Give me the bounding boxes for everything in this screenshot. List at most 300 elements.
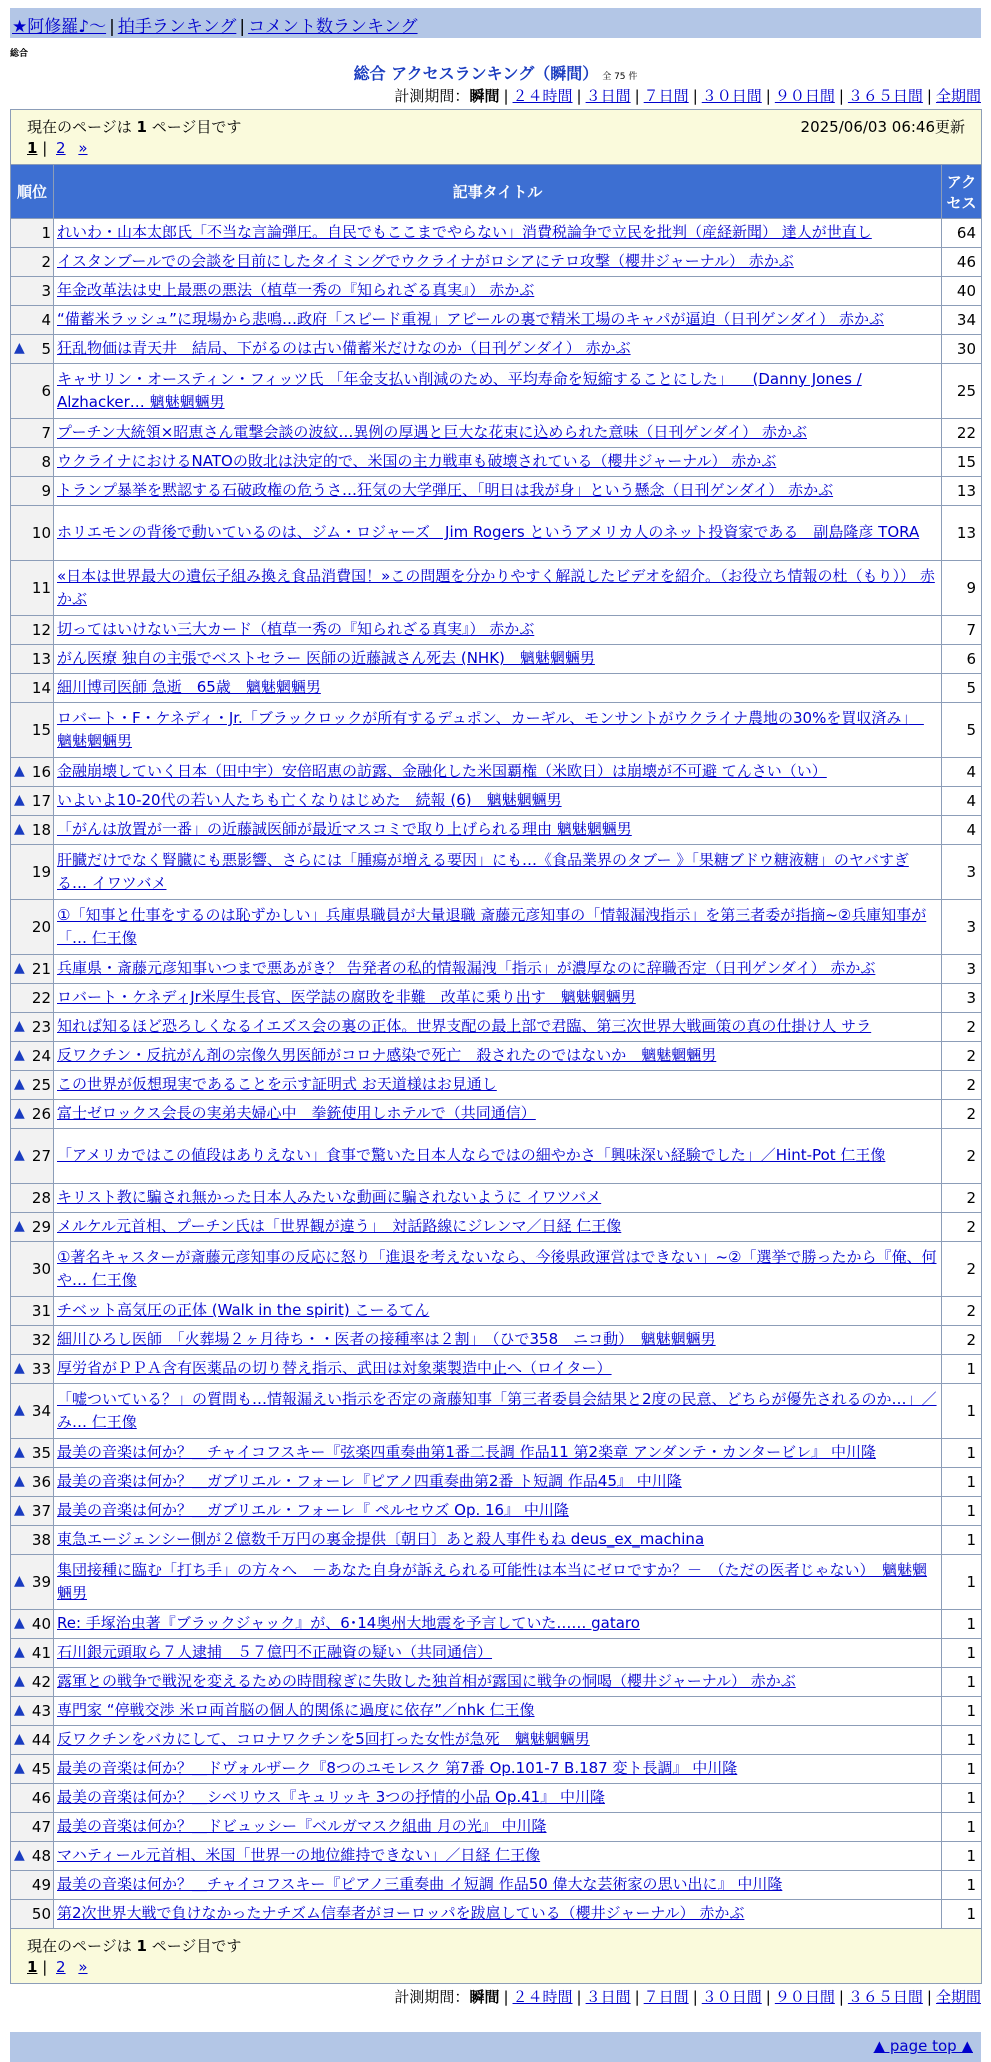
- table-row: [11, 335, 982, 364]
- rank-number: 21: [31, 960, 51, 978]
- rank-number: 1: [41, 224, 51, 242]
- period-option-link[interactable]: ３０日間: [701, 87, 762, 105]
- article-title-link[interactable]: この世界が仮想現実であることを示す証明式 お天道様はお見通し: [57, 1075, 497, 1094]
- table-row: [11, 1813, 982, 1842]
- period-option-link[interactable]: ３日間: [585, 1988, 631, 2006]
- title-cell: [54, 900, 942, 955]
- period-separator: |: [692, 1988, 698, 2006]
- period-option-link[interactable]: 全期間: [935, 1988, 981, 2006]
- title-cell: [54, 787, 942, 816]
- title-cell: [54, 955, 942, 984]
- rank-cell: [11, 1610, 54, 1639]
- period-option-link[interactable]: ３６５日間: [847, 87, 923, 105]
- period-option-link[interactable]: ３０日間: [701, 1988, 762, 2006]
- title-cell: [54, 561, 942, 616]
- rank-number: 37: [31, 1502, 51, 1520]
- title-cell: [54, 1439, 942, 1468]
- title-cell: [54, 758, 942, 787]
- page-status: 現在のページは 1 ページ目です: [27, 1936, 242, 1955]
- table-row: [11, 645, 982, 674]
- article-title-link[interactable]: 年金改革法は史上最悪の悪法（植草一秀の『知られざる真実』） 赤かぶ: [57, 281, 535, 300]
- article-title-link[interactable]: 切ってはいけない三大カード（植草一秀の『知られざる真実』） 赤かぶ: [57, 620, 535, 639]
- nav-separator: |: [239, 17, 246, 37]
- title-cell: [54, 1755, 942, 1784]
- rank-up-arrow-icon: ▲: [14, 1360, 25, 1376]
- table-row: [11, 1100, 982, 1129]
- table-row: [11, 1297, 982, 1326]
- access-count: 2: [942, 1013, 982, 1042]
- article-title-link[interactable]: 「アメリカではこの値段はありえない」食事で驚いた日本人ならではの細やかさ「興味深い経験でした」／Hint-Pot 仁王像: [57, 1146, 886, 1165]
- table-row: [11, 1497, 982, 1526]
- comment-ranking-link[interactable]: コメント数ランキング: [248, 17, 418, 37]
- title-cell: [54, 1468, 942, 1497]
- article-title-link[interactable]: “備蓄米ラッシュ”に現場から悲鳴…政府「スピード重視」アピールの裏で精米工場のキャパが逼迫（日刊ゲンダイ） 赤かぶ: [57, 310, 885, 329]
- table-row: [11, 703, 982, 758]
- table-row: [11, 1697, 982, 1726]
- rank-number: 47: [31, 1818, 51, 1836]
- clap-ranking-link[interactable]: 拍手ランキング: [117, 17, 237, 37]
- table-row: [11, 674, 982, 703]
- access-count: 13: [942, 506, 982, 561]
- access-count: 22: [942, 419, 982, 448]
- access-count: 2: [942, 1042, 982, 1071]
- article-title-link[interactable]: 最美の音楽は何か？＿ガブリエル・フォーレ『 ペルセウズ Op. 16』 中川隆: [57, 1501, 569, 1520]
- category-tag: 総合: [10, 49, 29, 59]
- article-title-link[interactable]: ウクライナにおけるNATOの敗北は決定的で、米国の主力戦車も破壊されている（櫻井ジャーナル） 赤かぶ: [57, 452, 777, 471]
- period-separator: |: [838, 1988, 844, 2006]
- rank-number: 14: [31, 679, 51, 697]
- page-2-link[interactable]: 2: [56, 139, 66, 157]
- period-option-link[interactable]: ３日間: [585, 87, 631, 105]
- rank-number: 9: [41, 482, 51, 500]
- title-cell: [54, 645, 942, 674]
- table-row: [11, 1555, 982, 1610]
- article-title-link[interactable]: 専門家 “停戦交渉 米ロ両首脳の個人的関係に過度に依存”／nhk 仁王像: [57, 1701, 535, 1720]
- access-count: 1: [942, 1555, 982, 1610]
- title-cell: [54, 1813, 942, 1842]
- article-title-link[interactable]: 露軍との戦争で戦況を変えるための時間稼ぎに失敗した独首相が露国に戦争の恫喝（櫻井ジャーナル） 赤かぶ: [57, 1672, 796, 1691]
- rank-cell: [11, 561, 54, 616]
- article-title-link[interactable]: 反ワクチン・反抗がん剤の宗像久男医師がコロナ感染で死亡 殺されたのではないか 魑魅魍魎男: [57, 1046, 717, 1065]
- rank-up-arrow-icon: ▲: [14, 1760, 25, 1776]
- rank-cell: [11, 1184, 54, 1213]
- rank-number: 50: [31, 1905, 51, 1923]
- rank-cell: [11, 1639, 54, 1668]
- article-title-link[interactable]: 最美の音楽は何か？＿チャイコフスキー『弦楽四重奏曲第1番二長調 作品11 第2楽章 アンダンテ・カンタービレ』 中川隆: [57, 1443, 876, 1462]
- rank-up-arrow-icon: ▲: [14, 1105, 25, 1121]
- period-label: 計測期間：: [394, 1988, 470, 2006]
- page-2-link[interactable]: 2: [56, 1958, 66, 1976]
- rank-number: 35: [31, 1444, 51, 1462]
- access-count: 5: [942, 674, 982, 703]
- table-row: [11, 1610, 982, 1639]
- period-separator: |: [838, 87, 844, 105]
- title-cell: [54, 506, 942, 561]
- article-title-link[interactable]: ホリエモンの背後で動いているのは、ジム・ロジャーズ Jim Rogers というアメリカ人のネット投資家である 副島隆彦 TORA: [57, 523, 920, 542]
- article-title-link[interactable]: 「嘘ついている？」の質問も…情報漏えい指示を否定の斎藤知事「第三者委員会結果と2度の民意、どちらが優先されるのか…」／み… 仁王像: [57, 1389, 937, 1431]
- title-cell: [54, 1784, 942, 1813]
- rank-cell: [11, 1526, 54, 1555]
- rank-up-arrow-icon: ▲: [14, 1076, 25, 1092]
- access-count: 30: [942, 335, 982, 364]
- rank-number: 31: [31, 1302, 51, 1320]
- rank-number: 3: [41, 282, 51, 300]
- title-cell: [54, 1384, 942, 1439]
- article-title-link[interactable]: がん医療 独自の主張でベストセラー 医師の近藤誠さん死去 (NHK) 魑魅魍魎男: [57, 649, 595, 668]
- table-row: [11, 787, 982, 816]
- table-row: [11, 1668, 982, 1697]
- rank-number: 33: [31, 1360, 51, 1378]
- article-title-link[interactable]: マハティール元首相、米国「世界一の地位維持できない」／日経 仁王像: [57, 1846, 541, 1865]
- period-option-link[interactable]: ３６５日間: [847, 1988, 923, 2006]
- title-cell: [54, 1297, 942, 1326]
- access-count: 2: [942, 1100, 982, 1129]
- rank-cell: [11, 1555, 54, 1610]
- title-cell: [54, 1100, 942, 1129]
- table-row: [11, 1071, 982, 1100]
- title-cell: [54, 1497, 942, 1526]
- rank-cell: [11, 1071, 54, 1100]
- rank-number: 6: [41, 382, 51, 400]
- rank-cell: [11, 364, 54, 419]
- rank-number: 46: [31, 1789, 51, 1807]
- title-cell: [54, 1326, 942, 1355]
- title-cell: [54, 248, 942, 277]
- period-option-link[interactable]: ２４時間: [512, 87, 573, 105]
- rank-number: 17: [31, 792, 51, 810]
- access-count: 1: [942, 1871, 982, 1900]
- rank-up-arrow-icon: ▲: [14, 1847, 25, 1863]
- rank-up-arrow-icon: ▲: [14, 1573, 25, 1589]
- access-count: 1: [942, 1755, 982, 1784]
- access-count: 2: [942, 1184, 982, 1213]
- total-count: 全 75 件: [602, 72, 638, 82]
- title-cell: [54, 1526, 942, 1555]
- rank-cell: [11, 845, 54, 900]
- page-current: 1: [27, 139, 38, 157]
- title-cell: [54, 477, 942, 506]
- rank-number: 39: [31, 1573, 51, 1591]
- article-title-link[interactable]: キャサリン・オースティン・フィッツ氏 「年金支払い削減のため、平均寿命を短縮することにした」 (Danny Jones / Alzhacker… 魑魅魍魎男: [57, 369, 862, 411]
- rank-cell: [11, 1213, 54, 1242]
- article-title-link[interactable]: チベット高気圧の正体 (Walk in the spirit) こーるてん: [57, 1301, 430, 1320]
- article-title-link[interactable]: 最美の音楽は何か？＿ドビュッシー『ベルガマスク組曲 月の光』 中川隆: [57, 1817, 547, 1836]
- article-title-link[interactable]: イスタンブールでの会談を目前にしたタイミングでウクライナがロシアにテロ攻撃（櫻井ジャーナル） 赤かぶ: [57, 252, 794, 271]
- access-count: 3: [942, 984, 982, 1013]
- period-separator: |: [926, 1988, 932, 2006]
- access-count: 4: [942, 787, 982, 816]
- table-row: [11, 448, 982, 477]
- next-page-link[interactable]: »: [78, 139, 88, 157]
- title-cell: [54, 674, 942, 703]
- rank-number: 49: [31, 1876, 51, 1894]
- period-separator: |: [503, 87, 509, 105]
- rank-number: 2: [41, 253, 51, 271]
- table-row: [11, 1468, 982, 1497]
- rank-number: 27: [31, 1147, 51, 1165]
- article-title-link[interactable]: れいわ・山本太郎氏「不当な言論弾圧。自民でもここまでやらない」消費税論争で立民を批判（産経新聞） 達人が世直し: [57, 223, 872, 242]
- rank-number: 11: [31, 579, 51, 597]
- access-count: 1: [942, 1355, 982, 1384]
- rank-up-arrow-icon: ▲: [14, 1702, 25, 1718]
- article-title-link[interactable]: 細川博司医師 急逝 65歳 魑魅魍魎男: [57, 678, 321, 697]
- next-page-link[interactable]: »: [78, 1958, 88, 1976]
- access-count: 2: [942, 1326, 982, 1355]
- article-title-link[interactable]: 兵庫県・斎藤元彦知事いつまで悪あがき？ 告発者の私的情報漏洩「指示」が濃厚なのに辞職否定（日刊ゲンダイ） 赤かぶ: [57, 959, 876, 978]
- period-option-link[interactable]: ９０日間: [774, 1988, 835, 2006]
- table-row: [11, 1013, 982, 1042]
- access-count: 2: [942, 1129, 982, 1184]
- rank-cell: [11, 1697, 54, 1726]
- title-cell: [54, 616, 942, 645]
- title-cell: [54, 1129, 942, 1184]
- table-row: [11, 1755, 982, 1784]
- rank-number: 42: [31, 1673, 51, 1691]
- access-count: 3: [942, 955, 982, 984]
- rank-up-arrow-icon: ▲: [14, 1047, 25, 1063]
- title-cell: [54, 1213, 942, 1242]
- rank-number: 32: [31, 1331, 51, 1349]
- title-cell: [54, 1555, 942, 1610]
- period-option-link[interactable]: ７日間: [643, 1988, 689, 2006]
- access-count: 9: [942, 561, 982, 616]
- period-separator: |: [634, 1988, 640, 2006]
- title-cell: [54, 1639, 942, 1668]
- rank-cell: [11, 787, 54, 816]
- rank-cell: [11, 1100, 54, 1129]
- table-row: [11, 758, 982, 787]
- title-cell: [54, 419, 942, 448]
- rank-number: 45: [31, 1760, 51, 1778]
- access-count: 1: [942, 1668, 982, 1697]
- period-option-link[interactable]: ７日間: [643, 87, 689, 105]
- period-current: 瞬間: [469, 1988, 500, 2006]
- article-title-link[interactable]: 肝臓だけでなく腎臓にも悪影響、さらには「腫瘍が増える要因」にも…《食品業界のタブー 》「果糖ブドウ糖液糖」のヤバすぎる… イワツバメ: [57, 850, 909, 892]
- table-row: [11, 1784, 982, 1813]
- title-cell: [54, 1871, 942, 1900]
- home-link[interactable]: ★阿修羅♪～: [12, 17, 107, 37]
- article-title-link[interactable]: トランプ暴挙を黙認する石破政権の危うさ…狂気の大学弾圧、「明日は我が身」という懸念（日刊ゲンダイ） 赤かぶ: [57, 481, 834, 500]
- article-title-link[interactable]: 狂乱物価は青天井 結局、下がるのは古い備蓄米だけなのか（日刊ゲンダイ） 赤かぶ: [57, 339, 631, 358]
- title-cell: [54, 306, 942, 335]
- rank-up-arrow-icon: ▲: [14, 1147, 25, 1163]
- rank-cell: [11, 1497, 54, 1526]
- access-count: 34: [942, 306, 982, 335]
- table-row: [11, 1871, 982, 1900]
- title-cell: [54, 364, 942, 419]
- rank-up-arrow-icon: ▲: [14, 340, 25, 356]
- rank-up-arrow-icon: ▲: [14, 1018, 25, 1034]
- article-title-link[interactable]: いよいよ10-20代の若い人たちも亡くなりはじめた 続報 (6) 魑魅魍魎男: [57, 791, 562, 810]
- access-count: 4: [942, 758, 982, 787]
- rank-number: 5: [41, 340, 51, 358]
- access-count: 1: [942, 1526, 982, 1555]
- access-count: 4: [942, 816, 982, 845]
- rank-number: 13: [31, 650, 51, 668]
- title-cell: [54, 277, 942, 306]
- period-option-link[interactable]: ９０日間: [774, 87, 835, 105]
- article-title-link[interactable]: 最美の音楽は何か？＿ドヴォルザーク『8つのユモレスク 第7番 Op.101-7 B.187 変ト長調』 中川隆: [57, 1759, 738, 1778]
- rank-cell: [11, 1439, 54, 1468]
- article-title-link[interactable]: 細川ひろし医師 「火葬場２ヶ月待ち・・医者の接種率は２割」 （ひで358 ニコ動） 魑魅魍魎男: [57, 1330, 716, 1349]
- article-title-link[interactable]: 石川銀元頭取ら７人逮捕 ５７億円不正融資の疑い（共同通信）: [57, 1643, 493, 1662]
- rank-number: 29: [31, 1218, 51, 1236]
- rank-up-arrow-icon: ▲: [14, 1731, 25, 1747]
- rank-cell: [11, 1755, 54, 1784]
- title-cell: [54, 1668, 942, 1697]
- article-title-link[interactable]: ①「知事と仕事をするのは恥ずかしい」兵庫県職員が大量退職 斎藤元彦知事の「情報漏洩指示」を第三者委が指摘~②兵庫知事が「… 仁王像: [57, 905, 927, 947]
- article-title-link[interactable]: 金融崩壊していく日本（田中宇）安倍昭恵の訪露、金融化した米国覇権（米欧日）は崩壊が不可避 てんさい（い）: [57, 762, 827, 781]
- rank-number: 16: [31, 763, 51, 781]
- rank-up-arrow-icon: ▲: [14, 1673, 25, 1689]
- rank-cell: [11, 477, 54, 506]
- access-count: 1: [942, 1842, 982, 1871]
- article-title-link[interactable]: Re: 手塚治虫著『ブラックジャック』が、6･14奥州大地震を予言していた…… gataro: [57, 1614, 640, 1633]
- article-title-link[interactable]: メルケル元首相、プーチン氏は「世界観が違う」 対話路線にジレンマ／日経 仁王像: [57, 1217, 622, 1236]
- rank-number: 26: [31, 1105, 51, 1123]
- header-rank: 順位: [11, 165, 54, 219]
- rank-number: 43: [31, 1702, 51, 1720]
- title-cell: [54, 1184, 942, 1213]
- rank-number: 23: [31, 1018, 51, 1036]
- rank-number: 7: [41, 424, 51, 442]
- page-status: 現在のページは 1 ページ目です: [27, 117, 242, 136]
- title-cell: [54, 335, 942, 364]
- table-row: [11, 1842, 982, 1871]
- table-row: [11, 248, 982, 277]
- rank-cell: [11, 1326, 54, 1355]
- table-row: [11, 364, 982, 419]
- nav-separator: |: [109, 17, 115, 37]
- table-row: [11, 984, 982, 1013]
- title-cell: [54, 1842, 942, 1871]
- rank-cell: [11, 1813, 54, 1842]
- rank-cell: [11, 506, 54, 561]
- rank-cell: [11, 1784, 54, 1813]
- header-access: アクセス: [942, 165, 982, 219]
- access-count: 3: [942, 900, 982, 955]
- rank-up-arrow-icon: ▲: [14, 1615, 25, 1631]
- footer-bar: [10, 2032, 981, 2062]
- article-title-link[interactable]: 「がんは放置が一番」の近藤誠医師が最近マスコミで取り上げられる理由 魑魅魍魎男: [57, 820, 632, 839]
- table-row: [11, 1726, 982, 1755]
- rank-cell: [11, 1242, 54, 1297]
- rank-up-arrow-icon: ▲: [14, 1444, 25, 1460]
- article-title-link[interactable]: キリスト教に騙され無かった日本人みたいな動画に騙されないように イワツバメ: [57, 1188, 602, 1207]
- article-title-link[interactable]: 厚労省がＰＰＡ含有医薬品の切り替え指示、武田は対象薬製造中止へ（ロイター）: [57, 1359, 612, 1378]
- period-option-link[interactable]: 全期間: [935, 87, 981, 105]
- top-nav-bar: [10, 8, 981, 38]
- rank-up-arrow-icon: ▲: [14, 1218, 25, 1234]
- title-cell: [54, 816, 942, 845]
- rank-number: 15: [31, 721, 51, 739]
- table-row: [11, 1129, 982, 1184]
- rank-up-arrow-icon: ▲: [14, 763, 25, 779]
- article-title-link[interactable]: ロバート・F・ケネディ・Jr.「ブラックロックが所有するデュポン、カーギル、モンサントがウクライナ農地の30%を買収済み」 魑魅魍魎男: [57, 708, 924, 750]
- period-separator: |: [503, 1988, 509, 2006]
- rank-number: 40: [31, 1615, 51, 1633]
- rank-up-arrow-icon: ▲: [14, 792, 25, 808]
- access-count: 1: [942, 1439, 982, 1468]
- article-title-link[interactable]: ①著名キャスターが斎藤元彦知事の反応に怒り「進退を考えないなら、今後県政運営はできない」~②「選挙で勝ったから『俺、何や… 仁王像: [57, 1247, 937, 1289]
- rank-number: 20: [31, 918, 51, 936]
- rank-number: 25: [31, 1076, 51, 1094]
- rank-cell: [11, 955, 54, 984]
- article-title-link[interactable]: 最美の音楽は何か？＿シベリウス『キュリッキ 3つの抒情的小品 Op.41』 中川隆: [57, 1788, 605, 1807]
- table-row: [11, 1900, 982, 1929]
- access-count: 40: [942, 277, 982, 306]
- rank-number: 4: [41, 311, 51, 329]
- rank-cell: [11, 277, 54, 306]
- page-title-text: 総合 アクセスランキング（瞬間）: [353, 64, 599, 83]
- article-title-link[interactable]: 知れば知るほど恐ろしくなるイエズス会の裏の正体。世界支配の最上部で君臨、第三次世界大戦画策の真の仕掛け人 サラ: [57, 1017, 872, 1036]
- rank-cell: [11, 758, 54, 787]
- rank-number: 48: [31, 1847, 51, 1865]
- title-cell: [54, 219, 942, 248]
- title-cell: [54, 1042, 942, 1071]
- access-count: 3: [942, 845, 982, 900]
- article-title-link[interactable]: ロバート・ケネディJr米厚生長官、医学誌の腐敗を非難 改革に乗り出す 魑魅魍魎男: [57, 988, 636, 1007]
- article-title-link[interactable]: 反ワクチンをバカにして、コロナワクチンを5回打った女性が急死 魑魅魍魎男: [57, 1730, 590, 1749]
- rank-cell: [11, 703, 54, 758]
- access-count: 1: [942, 1726, 982, 1755]
- access-count: 2: [942, 1297, 982, 1326]
- rank-number: 12: [31, 621, 51, 639]
- article-title-link[interactable]: 第2次世界大戦で負けなかったナチズム信奉者がヨーロッパを跋扈している（櫻井ジャーナル） 赤かぶ: [57, 1904, 745, 1923]
- rank-up-arrow-icon: ▲: [14, 1402, 25, 1418]
- table-row: [11, 1042, 982, 1071]
- page-top-link[interactable]: ▲ page top ▲: [873, 2037, 973, 2055]
- table-row: [11, 306, 982, 335]
- rank-cell: [11, 1668, 54, 1697]
- access-count: 25: [942, 364, 982, 419]
- title-cell: [54, 845, 942, 900]
- table-row: [11, 1439, 982, 1468]
- table-row: [11, 1526, 982, 1555]
- pager-bottom: 現在のページは 1 ページ目です 1 | 2 »: [11, 1929, 982, 1984]
- table-row: [11, 955, 982, 984]
- access-count: 1: [942, 1610, 982, 1639]
- article-title-link[interactable]: 最美の音楽は何か？＿チャイコフスキー『ピアノ三重奏曲 イ短調 作品50 偉大な芸術家の思い出に』 中川隆: [57, 1875, 783, 1894]
- access-count: 1: [942, 1900, 982, 1929]
- title-cell: [54, 1900, 942, 1929]
- access-count: 1: [942, 1697, 982, 1726]
- access-count: 1: [942, 1813, 982, 1842]
- article-title-link[interactable]: 東急エージェンシー側が２億数千万円の裏金提供〔朝日〕あと殺人事件もね deus_ex_machina: [57, 1530, 705, 1549]
- rank-number: 44: [31, 1731, 51, 1749]
- rank-cell: [11, 1355, 54, 1384]
- article-title-link[interactable]: 集団接種に臨む「打ち手」の方々へ －あなた自身が訴えられる可能性は本当にゼロですか？－ （ただの医者じゃない） 魑魅魍魎男: [57, 1560, 928, 1602]
- period-option-link[interactable]: ２４時間: [512, 1988, 573, 2006]
- article-title-link[interactable]: 富士ゼロックス会長の実弟夫婦心中 拳銃使用しホテルで（共同通信）: [57, 1104, 536, 1123]
- rank-cell: [11, 1900, 54, 1929]
- article-title-link[interactable]: 最美の音楽は何か？＿ガブリエル・フォーレ『ピアノ四重奏曲第2番 ト短調 作品45』 中川隆: [57, 1472, 682, 1491]
- access-count: 1: [942, 1497, 982, 1526]
- article-title-link[interactable]: «日本は世界最大の遺伝子組み換え食品消費国！»この問題を分かりやすく解説したビデオを紹介。（お役立ち情報の杜（もり）） 赤かぶ: [57, 566, 935, 608]
- rank-cell: [11, 248, 54, 277]
- rank-cell: [11, 219, 54, 248]
- table-row: [11, 1213, 982, 1242]
- article-title-link[interactable]: プーチン大統領×昭恵さん電撃会談の波紋…異例の厚遇と巨大な花束に込められた意味（日刊ゲンダイ） 赤かぶ: [57, 423, 807, 442]
- rank-number: 22: [31, 989, 51, 1007]
- rank-cell: [11, 335, 54, 364]
- period-label: 計測期間：: [394, 87, 470, 105]
- rank-number: 28: [31, 1189, 51, 1207]
- title-cell: [54, 1697, 942, 1726]
- table-row: [11, 1184, 982, 1213]
- title-cell: [54, 1355, 942, 1384]
- table-row: [11, 1242, 982, 1297]
